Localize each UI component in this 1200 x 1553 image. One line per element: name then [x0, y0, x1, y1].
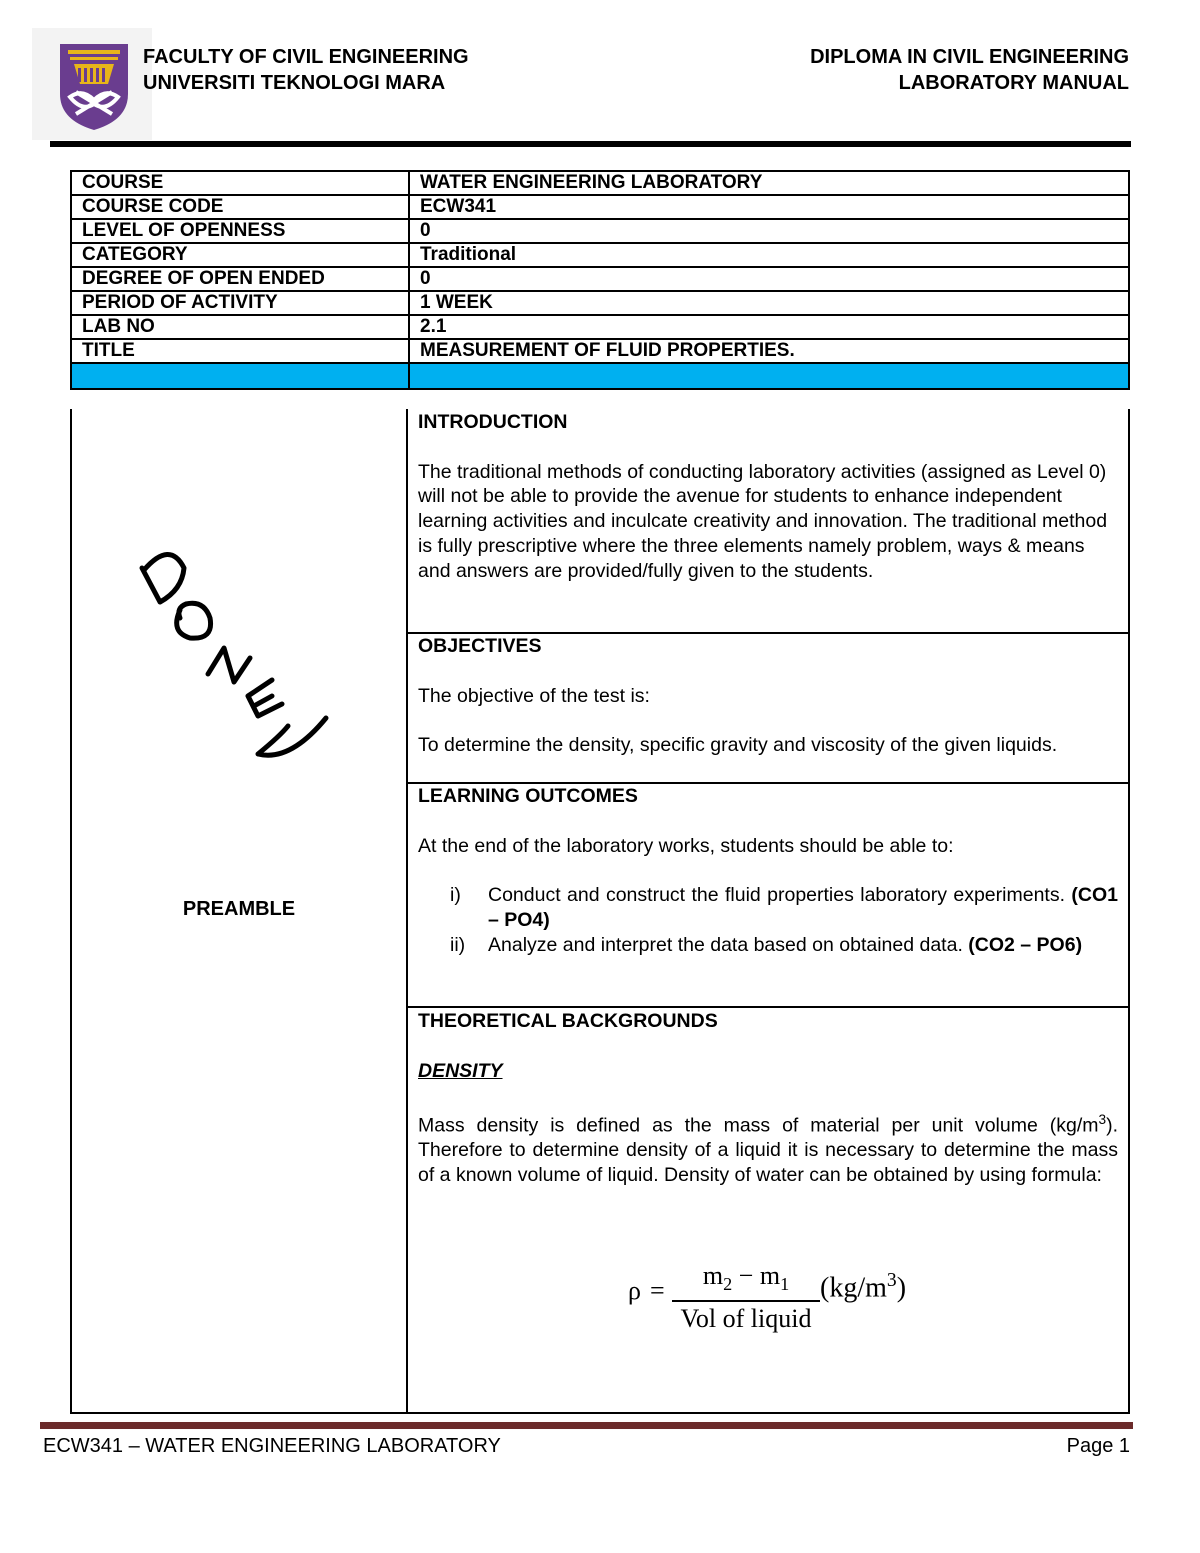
objectives-heading: OBJECTIVES: [418, 635, 542, 657]
density-subheading: DENSITY: [418, 1059, 503, 1082]
header-programme: [810, 44, 1129, 96]
objectives-intro: The objective of the test is:: [418, 684, 650, 707]
outcome-text: Conduct and construct the fluid properties laboratory experiments.: [488, 884, 1066, 907]
preamble-label: PREAMBLE: [182, 898, 296, 920]
period-label: PERIOD OF ACTIVITY: [71, 291, 409, 315]
outcome-code: (CO1 – PO4): [488, 884, 1119, 931]
category-value: Traditional: [409, 243, 1129, 267]
footer-divider: [40, 1422, 1133, 1429]
theory-heading: THEORETICAL BACKGROUNDS: [418, 1010, 718, 1032]
table-row: [71, 195, 1129, 219]
table-row: [71, 267, 1129, 291]
list-item: [418, 933, 1118, 958]
open-ended-value: 0: [409, 267, 1129, 291]
introduction-heading: INTRODUCTION: [418, 411, 568, 433]
header-faculty: FACULTY OF CIVIL ENGINEERING: [143, 46, 469, 68]
header-university: UNIVERSITI TEKNOLOGI MARA: [143, 72, 446, 94]
period-value: 1 WEEK: [409, 291, 1129, 315]
uitm-logo: [32, 28, 152, 140]
objectives-section: [418, 634, 1118, 758]
formula-numerator: $m_2 - m_1$: [702, 1261, 790, 1295]
header-institution: [143, 44, 469, 96]
formula-unit: $(kg/m^3)$: [820, 1270, 907, 1304]
table-row: [71, 339, 1129, 363]
rho-symbol: ρ: [628, 1276, 641, 1305]
section-divider: [408, 1006, 1130, 1008]
footer-page-number: Page 1: [1066, 1435, 1130, 1457]
uitm-crest-icon: [58, 42, 130, 132]
outcome-code: (CO2 – PO6): [968, 933, 1083, 956]
open-ended-label: DEGREE OF OPEN ENDED: [71, 267, 409, 291]
density-text: Mass density is defined as the mass of material per unit volume $(kg/m^3)$. Therefore to determine density of a liquid it is necessary to determine the mass of a known volume of liquid. Density of water can be obtained by using formula:: [418, 1112, 1118, 1187]
column-divider: [406, 409, 408, 1414]
category-label: CATEGORY: [71, 243, 409, 267]
course-code-label: COURSE CODE: [71, 195, 409, 219]
course-value: WATER ENGINEERING LABORATORY: [409, 171, 1129, 195]
objectives-statement: To determine the density, specific gravity and viscosity of the given liquids.: [418, 734, 1058, 757]
header-divider: [50, 141, 1131, 147]
formula-denominator: Vol of liquid: [680, 1304, 812, 1334]
theory-section: [418, 1009, 1118, 1188]
learning-outcomes-heading: LEARNING OUTCOMES: [418, 785, 638, 807]
done-handwritten-stamp: [130, 540, 340, 770]
table-row: [71, 219, 1129, 243]
outcome-text: Analyze and interpret the data based on obtained data.: [488, 933, 963, 956]
table-row: [71, 291, 1129, 315]
list-item: [418, 883, 1118, 933]
table-row: [71, 171, 1129, 195]
learning-outcomes-intro: At the end of the laboratory works, students should be able to:: [418, 834, 954, 857]
openness-value: 0: [409, 219, 1129, 243]
lab-no-label: LAB NO: [71, 315, 409, 339]
equals-sign: =: [650, 1276, 665, 1305]
table-row: [71, 315, 1129, 339]
course-label: COURSE: [71, 171, 409, 195]
highlight-row: [71, 363, 1129, 389]
list-number: i): [450, 884, 461, 907]
introduction-text: The traditional methods of conducting laboratory activities (assigned as Level 0) will not be able to provide the avenue for students to enhance independent learning activities and inculcate creativity and innovation. The traditional method is fully prescriptive where the three elements namely problem, ways & means and answers are provided/fully given to the students.: [418, 460, 1108, 582]
course-code-value: ECW341: [409, 195, 1129, 219]
header-manual: LABORATORY MANUAL: [898, 72, 1129, 94]
formula-fraction: [672, 1262, 820, 1333]
list-number: ii): [450, 933, 466, 956]
table-row: [71, 243, 1129, 267]
highlight-cell: [71, 363, 409, 389]
openness-label: LEVEL OF OPENNESS: [71, 219, 409, 243]
lab-no-value: 2.1: [409, 315, 1129, 339]
header-diploma: DIPLOMA IN CIVIL ENGINEERING: [810, 46, 1129, 68]
learning-outcomes-section: [418, 784, 1118, 958]
introduction-section: [418, 410, 1118, 584]
title-label: TITLE: [71, 339, 409, 363]
course-info-table: [70, 170, 1130, 390]
highlight-cell: [409, 363, 1129, 389]
title-value: MEASUREMENT OF FLUID PROPERTIES.: [409, 339, 1129, 363]
footer-course: ECW341 – WATER ENGINEERING LABORATORY: [43, 1435, 501, 1457]
fraction-bar: [672, 1300, 820, 1302]
